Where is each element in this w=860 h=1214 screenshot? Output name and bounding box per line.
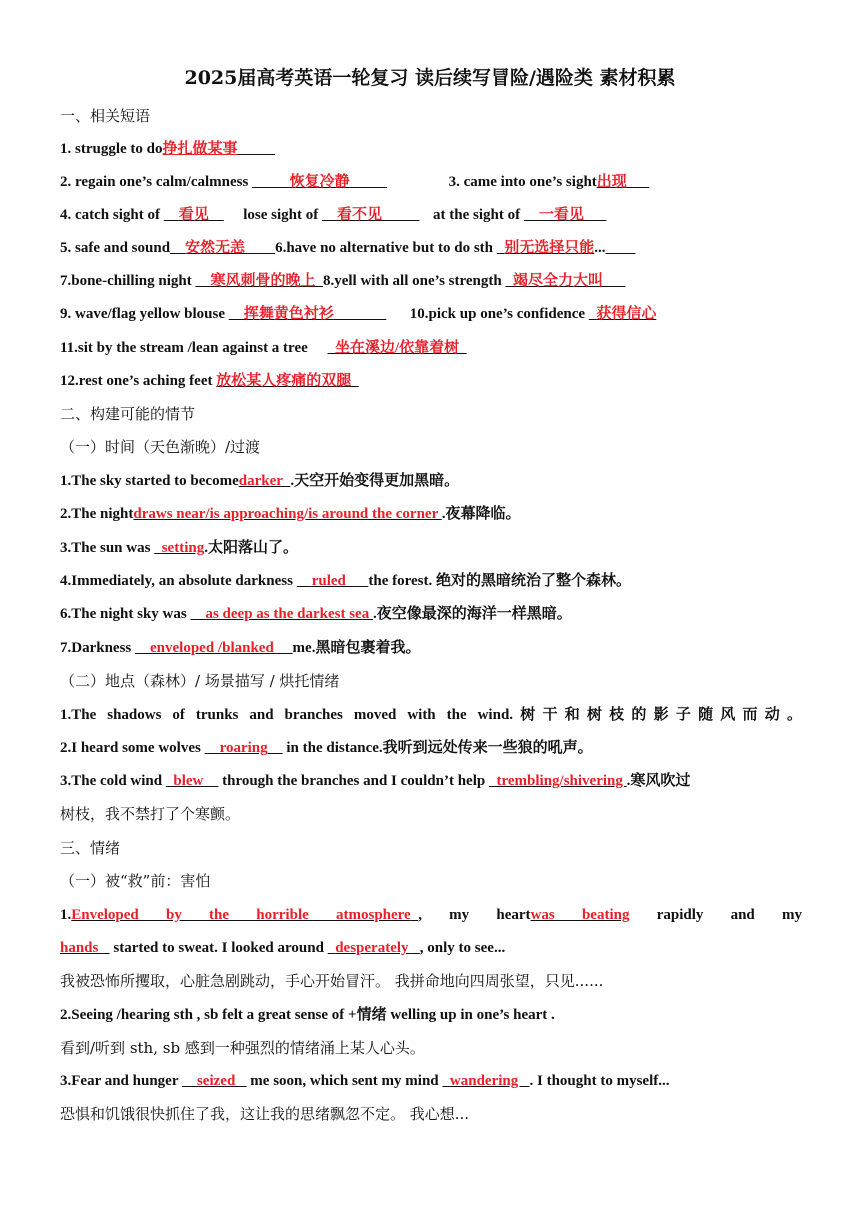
- time-sentence-4: 4.Immediately, an absolute darkness ruled the forest. 绝对的黑暗统治了整个森林。: [60, 573, 631, 589]
- emotion-translation-1: 我被恐怖所攫取，心脏急剧跳动，手心开始冒汗。 我拼命地向四周张望，只见......: [60, 972, 604, 990]
- emotion-translation-2: 看到/听到 sth, sb 感到一种强烈的情绪涌上某人心头。: [60, 1039, 425, 1057]
- phrase-text: 5. safe and sound: [60, 240, 171, 256]
- page-title: 2025届高考英语一轮复习 读后续写冒险/遇险类 素材积累: [184, 67, 676, 89]
- emotion-sentence-1: 1.Enveloped by the horrible atmosphere , my heartwas beating rapidly and my: [60, 907, 802, 923]
- answer: 挥舞黄色衬衫: [243, 306, 334, 322]
- section-heading-emotion: 三、情绪: [60, 839, 121, 857]
- answer: 竭尽全力大叫: [512, 273, 603, 289]
- phrase-text: 7.bone-chilling night: [60, 273, 196, 289]
- time-sentence-1: 1.The sky started to becomedarker .天空开始变得更加黑暗。: [60, 473, 460, 489]
- answer: wandering: [449, 1073, 522, 1089]
- answer: 看见: [178, 207, 209, 223]
- answer: desperately: [335, 940, 413, 956]
- phrase-text: 10.pick up one’s confidence: [409, 306, 589, 322]
- phrase-text: 2. regain one’s calm/calmness: [60, 174, 253, 190]
- phrase-text: 4. catch sight of: [60, 207, 164, 223]
- scene-sentence-3: 3.The cold wind blew through the branches and I couldn’t help trembling/shivering .寒风吹过: [60, 773, 691, 789]
- answer: seized: [196, 1073, 240, 1089]
- phrase-text: 1. struggle to do: [60, 141, 163, 157]
- scene-sentence-2: 2.I heard some wolves roaring in the distance.我听到远处传来一些狼的吼声。: [60, 740, 593, 756]
- emotion-sentence-2: 2.Seeing /hearing sth , sb felt a great sense of +情绪 welling up in one’s heart .: [60, 1007, 555, 1023]
- section-heading-plot: 二、构建可能的情节: [60, 405, 196, 423]
- answer: 坐在溪边/依靠着树: [335, 340, 460, 356]
- phrase-text: 8.yell with all one’s strength: [322, 273, 506, 289]
- time-sentence-3: 3.The sun was setting.太阳落山了。: [60, 540, 298, 556]
- phrase-1: [60, 139, 275, 159]
- section-heading-phrases: 一、相关短语: [60, 107, 151, 125]
- answer: 放松某人疼痛的双腿: [216, 373, 352, 389]
- time-sentence-7: 7.Darkness enveloped /blanked me.黑暗包裹着我。: [60, 640, 421, 656]
- answer: 别无选择只能: [504, 240, 595, 256]
- answer: enveloped /blanked: [150, 640, 278, 656]
- answer: roaring: [219, 740, 268, 756]
- subsection-heading-fear: （一）被“救”前：害怕: [60, 872, 211, 890]
- answer: setting: [161, 540, 205, 556]
- phrase-text: 11.sit by the stream /lean against a tree: [60, 340, 312, 356]
- phrase-text: 9. wave/flag yellow blouse: [60, 306, 229, 322]
- answer: 安然无恙: [185, 240, 246, 256]
- time-sentence-6: 6.The night sky was as deep as the darkest sea .夜空像最深的海洋一样黑暗。: [60, 606, 572, 622]
- answer: 获得信心: [596, 306, 657, 322]
- answer: trembling/shivering: [496, 773, 627, 789]
- answer: Enveloped by the horrible atmosphere: [71, 907, 411, 923]
- answer: blew: [173, 773, 204, 789]
- phrase-text: at the sight of: [433, 207, 524, 223]
- phrase-7-8: [60, 271, 625, 291]
- phrase-text: 3. came into one’s sight: [448, 174, 597, 190]
- answer: hands: [60, 940, 103, 956]
- answer: 看不见: [337, 207, 383, 223]
- phrase-9-10: [60, 304, 656, 324]
- phrase-text: 6.have no alternative but to do sth: [275, 240, 497, 256]
- subsection-heading-time: （一）时间（天色渐晚）/过渡: [60, 438, 261, 456]
- emotion-sentence-3: 3.Fear and hunger seized me soon, which sent my mind wandering . I thought to myself...: [60, 1073, 670, 1089]
- phrase-11: [60, 338, 467, 358]
- answer: darker: [238, 473, 283, 489]
- answer: was beating: [530, 907, 630, 923]
- phrase-text: 12.rest one’s aching feet: [60, 373, 217, 389]
- answer: 挣扎做某事: [162, 141, 238, 157]
- answer: 寒风刺骨的晚上: [210, 273, 316, 289]
- phrase-12: [60, 371, 359, 391]
- answer: 一看见: [538, 207, 584, 223]
- answer: 恢复冷静: [289, 174, 350, 190]
- phrase-2-3: [60, 172, 649, 192]
- scene-sentence-3-cont: 树枝，我不禁打了个寒颤。: [60, 805, 241, 823]
- emotion-sentence-1-cont: hands started to sweat. I looked around desperately , only to see...: [60, 940, 506, 956]
- answer: 出现: [596, 174, 627, 190]
- scene-sentence-1: 1.The shadows of trunks and branches moved with the wind.树干和树枝的影子随风而动。: [60, 707, 802, 723]
- emotion-translation-3: 恐惧和饥饿很快抓住了我，这让我的思绪飘忽不定。 我心想...: [60, 1105, 470, 1123]
- phrase-4: [60, 205, 606, 225]
- answer: as deep as the darkest sea: [205, 606, 373, 622]
- phrase-5-6: 5. safe and sound 安然无恙 6.have no alternative but to do sth 别无选择只能...: [60, 240, 606, 256]
- answer: ruled: [311, 573, 346, 589]
- time-sentence-2: 2.The nightdraws near/is approaching/is around the corner .夜幕降临。: [60, 506, 521, 522]
- phrase-text: lose sight of: [243, 207, 323, 223]
- answer: draws near/is approaching/is around the corner: [133, 506, 442, 522]
- subsection-heading-place: （二）地点（森林）/ 场景描写 / 烘托情绪: [60, 672, 340, 690]
